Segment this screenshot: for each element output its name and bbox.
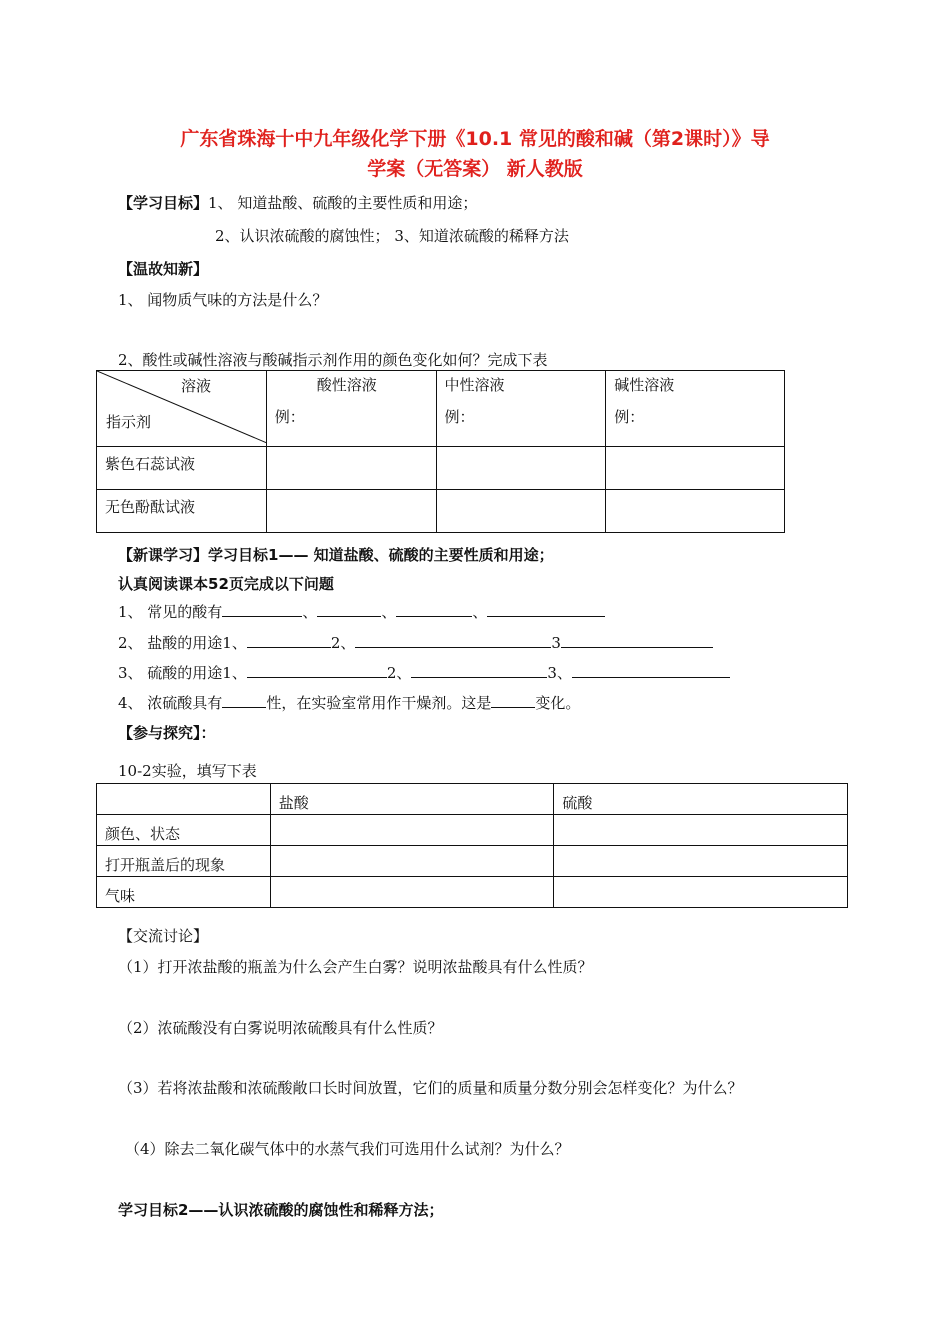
- table-cell[interactable]: [606, 447, 785, 490]
- corner-label-indicator: 指示剂: [106, 413, 152, 431]
- column-header-neutral: 中性溶液 例：: [436, 371, 606, 447]
- answer-blank[interactable]: [247, 633, 331, 648]
- row-label-smell: 气味: [97, 877, 271, 908]
- objective-2-heading: 学习目标2——认识浓硫酸的腐蚀性和稀释方法；: [118, 1201, 444, 1219]
- objectives-line-2: 2、认识浓硫酸的腐蚀性； 3、知道浓硫酸的稀释方法: [215, 227, 569, 245]
- answer-blank[interactable]: [247, 663, 387, 678]
- answer-blank[interactable]: [411, 663, 547, 678]
- new-lesson-heading: 【新课学习】学习目标1—— 知道盐酸、硫酸的主要性质和用途；: [118, 546, 554, 564]
- table-cell[interactable]: [554, 815, 848, 846]
- table-cell[interactable]: [266, 447, 436, 490]
- column-header-acidic: 酸性溶液 例：: [266, 371, 436, 447]
- answer-blank[interactable]: [222, 693, 266, 708]
- table-cell[interactable]: [554, 877, 848, 908]
- discussion-question-3: （3）若将浓盐酸和浓硫酸敞口长时间放置，它们的质量和质量分数分别会怎样变化？为什么？: [118, 1079, 743, 1097]
- row-label-litmus: 紫色石蕊试液: [97, 447, 267, 490]
- discussion-question-1: （1）打开浓盐酸的瓶盖为什么会产生白雾？说明浓盐酸具有什么性质？: [118, 958, 593, 976]
- column-header-hcl: 盐酸: [270, 784, 554, 815]
- table-cell[interactable]: [270, 815, 554, 846]
- question-common-acids: 1、 常见的酸有 、 、 、: [118, 601, 605, 622]
- question-h2so4-property: 4、 浓硫酸具有 性，在实验室常用作干燥剂。这是 变化。: [118, 694, 581, 712]
- objectives-label: 【学习目标】: [118, 194, 209, 212]
- table-header-cell: [97, 784, 271, 815]
- discussion-question-2: （2）浓硫酸没有白雾说明浓硫酸具有什么性质？: [118, 1019, 443, 1037]
- indicator-table: [96, 370, 785, 533]
- objectives-line-1: [118, 192, 477, 213]
- row-label-color-state: 颜色、状态: [97, 815, 271, 846]
- answer-blank[interactable]: [487, 602, 605, 617]
- column-header-h2so4: 硫酸: [554, 784, 848, 815]
- objective-1: 1、 知道盐酸、硫酸的主要性质和用途；: [208, 194, 478, 212]
- table-cell[interactable]: [270, 877, 554, 908]
- discussion-label: 【交流讨论】: [118, 927, 209, 945]
- table-cell[interactable]: [554, 846, 848, 877]
- discussion-question-4: （4）除去二氧化碳气体中的水蒸气我们可选用什么试剂？为什么？: [125, 1140, 570, 1158]
- answer-blank[interactable]: [222, 602, 302, 617]
- table-cell[interactable]: [436, 447, 606, 490]
- document-title-line-2: 学案（无答案） 新人教版: [367, 158, 583, 180]
- table-cell[interactable]: [266, 490, 436, 533]
- column-header-basic: 碱性溶液 例：: [606, 371, 785, 447]
- review-question-2: 2、酸性或碱性溶液与酸碱指示剂作用的颜色变化如何？完成下表: [118, 351, 548, 369]
- document-title-line-1: 广东省珠海十中九年级化学下册《10.1 常见的酸和碱（第2课时）》导: [180, 128, 770, 150]
- question-hcl-uses: 2、 盐酸的用途1、 2、 3: [118, 632, 713, 653]
- answer-blank[interactable]: [561, 633, 713, 648]
- table-cell[interactable]: [270, 846, 554, 877]
- answer-blank[interactable]: [396, 602, 472, 617]
- explore-label: 【参与探究】：: [118, 724, 216, 742]
- experiment-table: [96, 783, 848, 908]
- table-cell[interactable]: [606, 490, 785, 533]
- experiment-instruction: 10-2实验，填写下表: [118, 762, 257, 780]
- answer-blank[interactable]: [572, 663, 730, 678]
- answer-blank[interactable]: [491, 693, 535, 708]
- table-cell[interactable]: [436, 490, 606, 533]
- row-label-phenomenon: 打开瓶盖后的现象: [97, 846, 271, 877]
- table-corner-cell: [97, 371, 267, 447]
- corner-label-solution: 溶液: [181, 377, 212, 395]
- answer-blank[interactable]: [355, 633, 551, 648]
- row-label-phenolphthalein: 无色酚酞试液: [97, 490, 267, 533]
- answer-blank[interactable]: [317, 602, 381, 617]
- review-label: 【温故知新】: [118, 260, 209, 278]
- review-question-1: 1、 闻物质气味的方法是什么？: [118, 291, 328, 309]
- question-h2so4-uses: 3、 硫酸的用途1、 2、 3、: [118, 662, 730, 683]
- reading-instruction: 认真阅读课本52页完成以下问题: [118, 575, 334, 593]
